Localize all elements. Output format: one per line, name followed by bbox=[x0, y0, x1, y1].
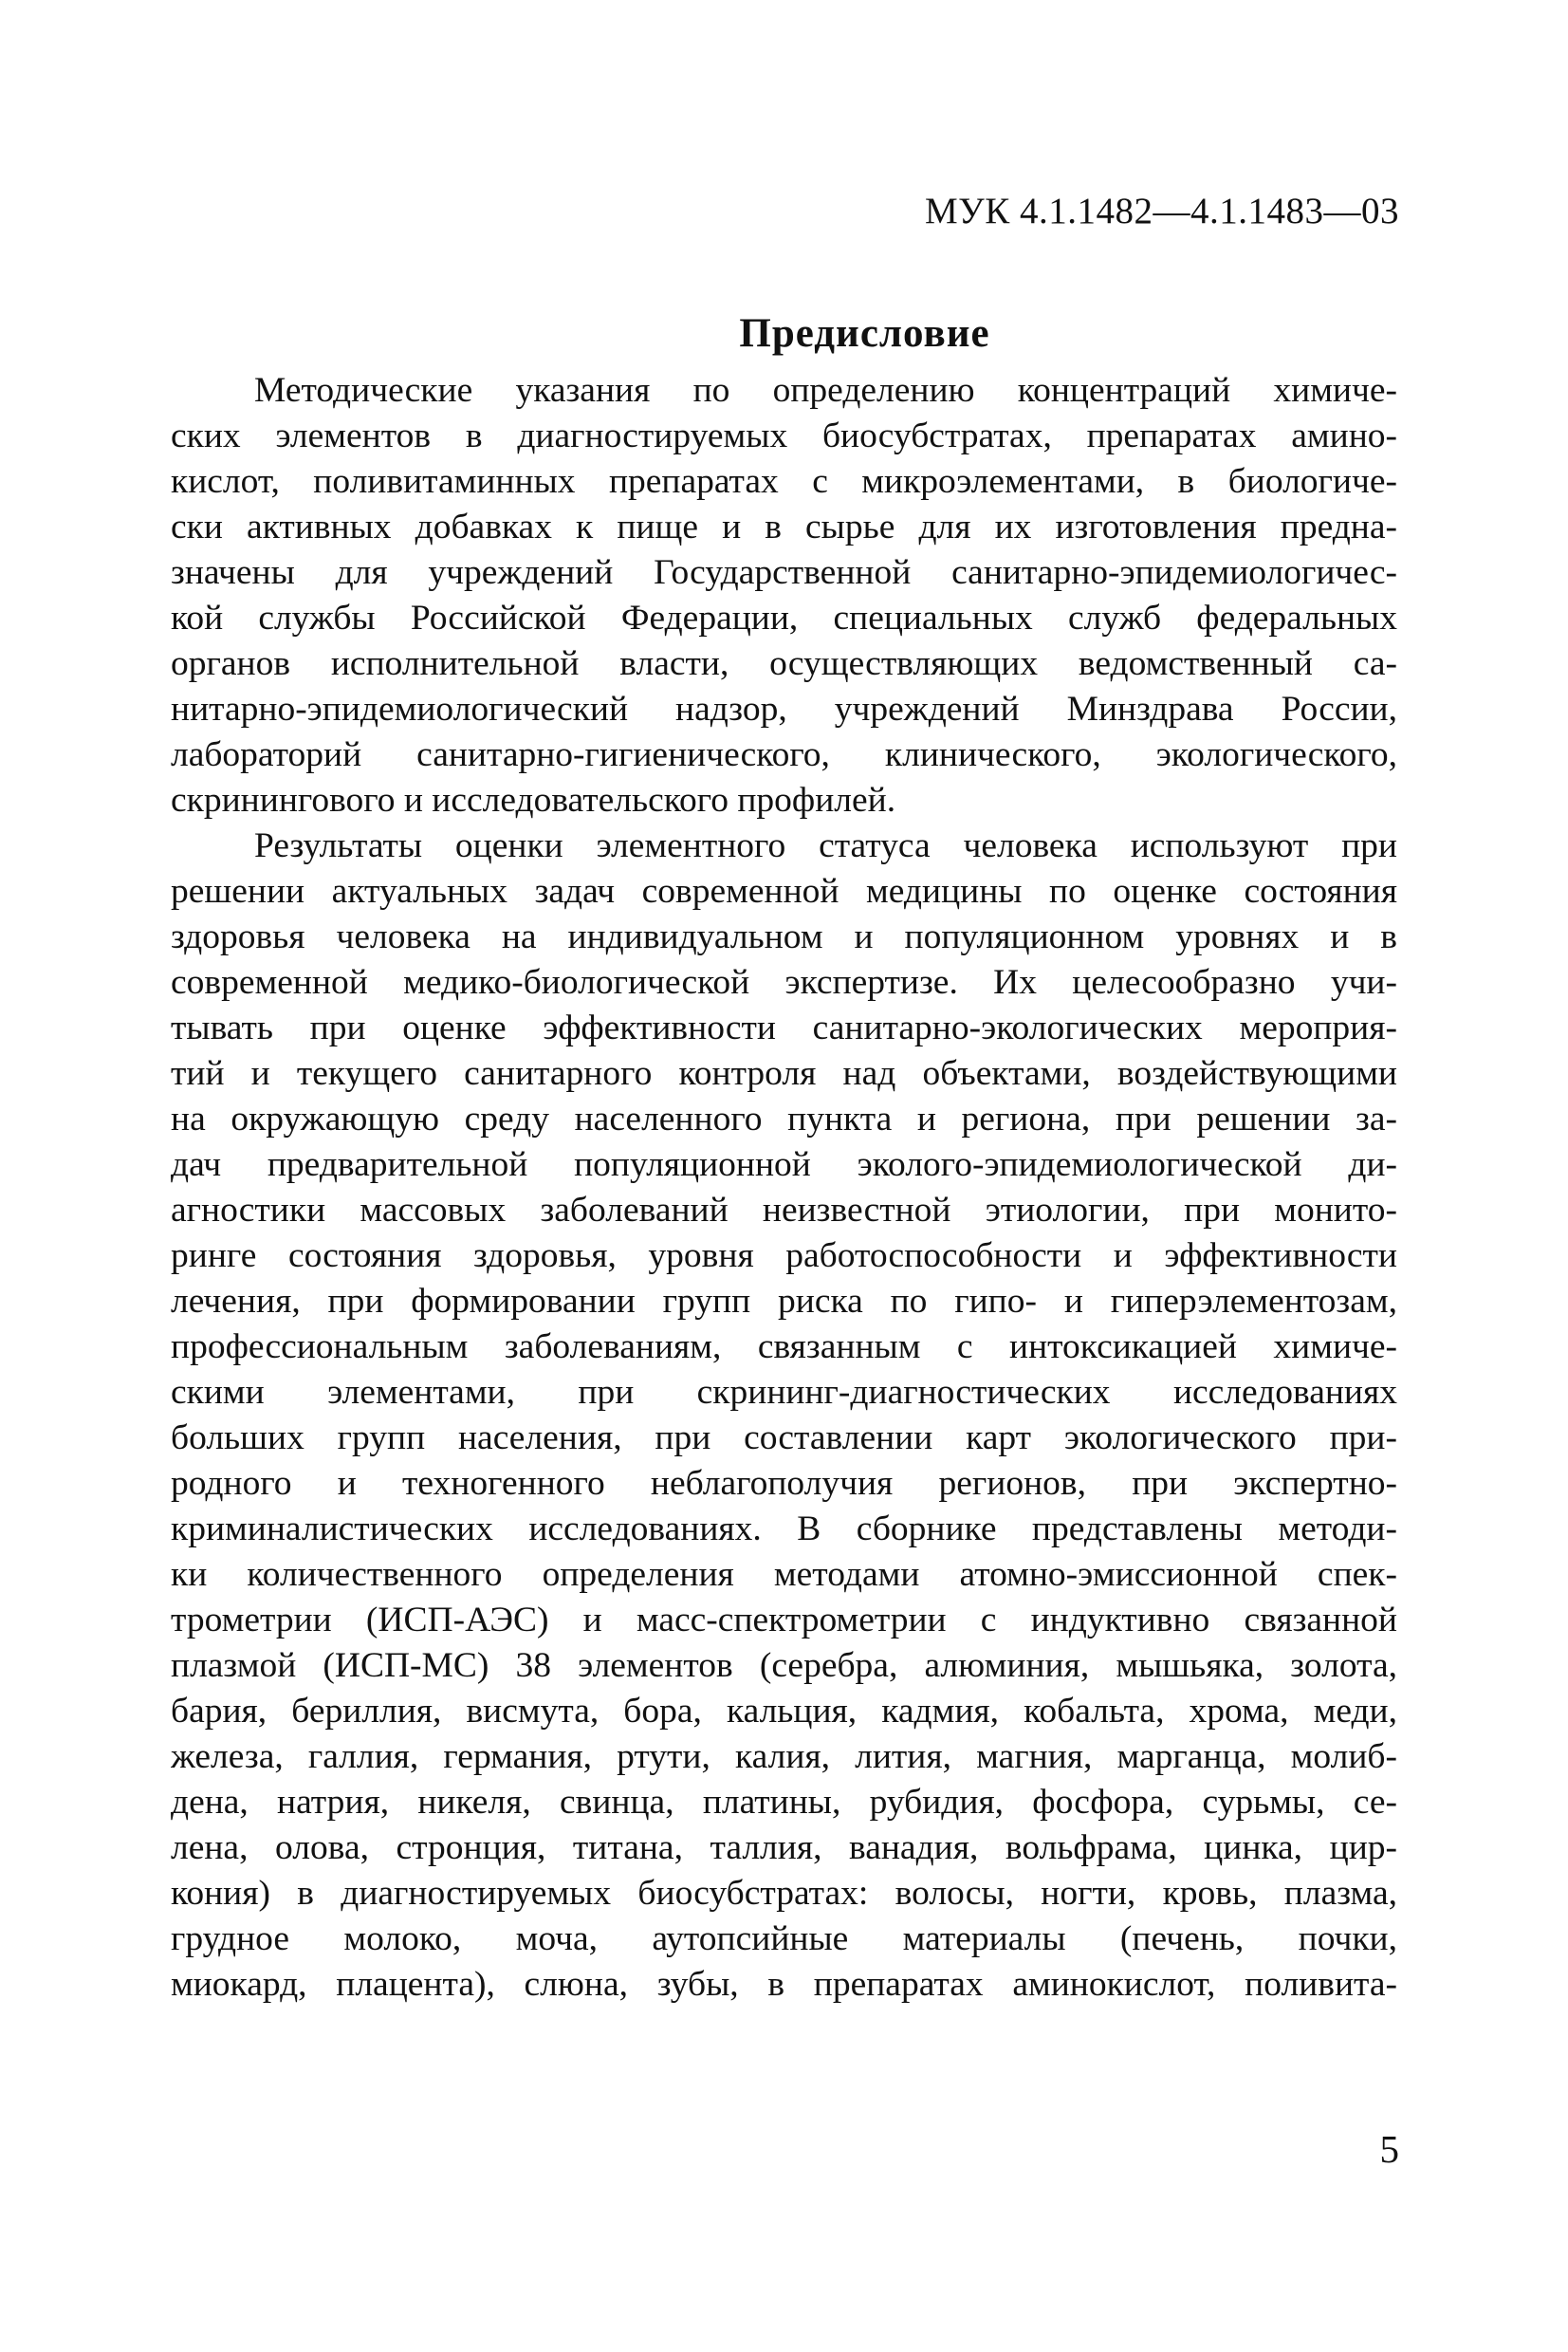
text-line: ски активных добавках к пище и в сырье для их изготовления предна- bbox=[171, 508, 1397, 546]
text-line: нитарно-эпидемиологический надзор, учреждений Минздрава России, bbox=[171, 690, 1397, 729]
text-line: профессиональным заболеваниям, связанным с интоксикацией химиче- bbox=[171, 1327, 1397, 1366]
text-line: на окружающую среду населенного пункта и региона, при решении за- bbox=[171, 1100, 1397, 1139]
text-line: ринге состояния здоровья, уровня работоспособности и эффективности bbox=[171, 1236, 1397, 1275]
paragraph bbox=[171, 368, 1397, 824]
text-line: дач предварительной популяционной эколого-эпидемиологической ди- bbox=[171, 1145, 1397, 1184]
text-line: здоровья человека на индивидуальном и популяционном уровнях и в bbox=[171, 917, 1397, 956]
text-line: больших групп населения, при составлении карт экологического при- bbox=[171, 1418, 1397, 1457]
text-line: скринингового и исследовательского профилей. bbox=[171, 781, 896, 820]
text-line: современной медико-биологической экспертизе. Их целесообразно учи- bbox=[171, 963, 1397, 1002]
paragraphs-container bbox=[171, 368, 1397, 2008]
text-line: органов исполнительной власти, осуществляющих ведомственный са- bbox=[171, 644, 1397, 683]
paragraph bbox=[171, 824, 1397, 2008]
text-line: лабораторий санитарно-гигиенического, клинического, экологического, bbox=[171, 735, 1397, 774]
text-line: тий и текущего санитарного контроля над объектами, воздействующими bbox=[171, 1054, 1397, 1093]
text-line: лена, олова, стронция, титана, таллия, ванадия, вольфрама, цинка, цир- bbox=[171, 1828, 1397, 1867]
text-line: значены для учреждений Государственной санитарно-эпидемиологичес- bbox=[171, 553, 1397, 592]
text-line: плазмой (ИСП-МС) 38 элементов (серебра, алюминия, мышьяка, золота, bbox=[171, 1646, 1397, 1685]
document-code: МУК 4.1.1482—4.1.1483—03 bbox=[924, 191, 1399, 231]
text-line: бария, бериллия, висмута, бора, кальция, кадмия, кобальта, хрома, меди, bbox=[171, 1692, 1397, 1731]
text-line: миокард, плацента), слюна, зубы, в препаратах аминокислот, поливита- bbox=[171, 1965, 1397, 2004]
text-line: ки количественного определения методами атомно-эмиссионной спек- bbox=[171, 1555, 1397, 1594]
text-line: лечения, при формировании групп риска по гипо- и гиперэлементозам, bbox=[171, 1282, 1397, 1321]
text-line: Методические указания по определению концентраций химиче- bbox=[254, 371, 1397, 410]
text-line: кислот, поливитаминных препаратах с микроэлементами, в биологиче- bbox=[171, 462, 1397, 501]
text-line: Результаты оценки элементного статуса человека используют при bbox=[254, 826, 1397, 865]
text-line: грудное молоко, моча, аутопсийные материалы (печень, почки, bbox=[171, 1919, 1397, 1958]
text-line: криминалистических исследованиях. В сборнике представлены методи- bbox=[171, 1509, 1397, 1548]
text-line: кония) в диагностируемых биосубстратах: волосы, ногти, кровь, плазма, bbox=[171, 1874, 1397, 1913]
text-line: кой службы Российской Федерации, специальных служб федеральных bbox=[171, 599, 1397, 638]
body-text bbox=[171, 368, 1397, 2008]
text-line: ских элементов в диагностируемых биосубстратах, препаратах амино- bbox=[171, 417, 1397, 455]
text-line: тывать при оценке эффективности санитарно-экологических мероприя- bbox=[171, 1009, 1397, 1047]
text-line: трометрии (ИСП-АЭС) и масс-спектрометрии с индуктивно связанной bbox=[171, 1601, 1397, 1639]
text-line: дена, натрия, никеля, свинца, платины, рубидия, фосфора, сурьмы, се- bbox=[171, 1783, 1397, 1822]
page-title: Предисловие bbox=[739, 311, 990, 356]
text-line: скими элементами, при скрининг-диагностических исследованиях bbox=[171, 1373, 1397, 1412]
text-line: агностики массовых заболеваний неизвестной этиологии, при монито- bbox=[171, 1191, 1397, 1230]
text-line: решении актуальных задач современной медицины по оценке состояния bbox=[171, 872, 1397, 911]
page-number: 5 bbox=[1379, 2127, 1399, 2171]
text-line: железа, галлия, германия, ртути, калия, лития, магния, марганца, молиб- bbox=[171, 1737, 1397, 1776]
text-line: родного и техногенного неблагополучия регионов, при экспертно- bbox=[171, 1464, 1397, 1503]
